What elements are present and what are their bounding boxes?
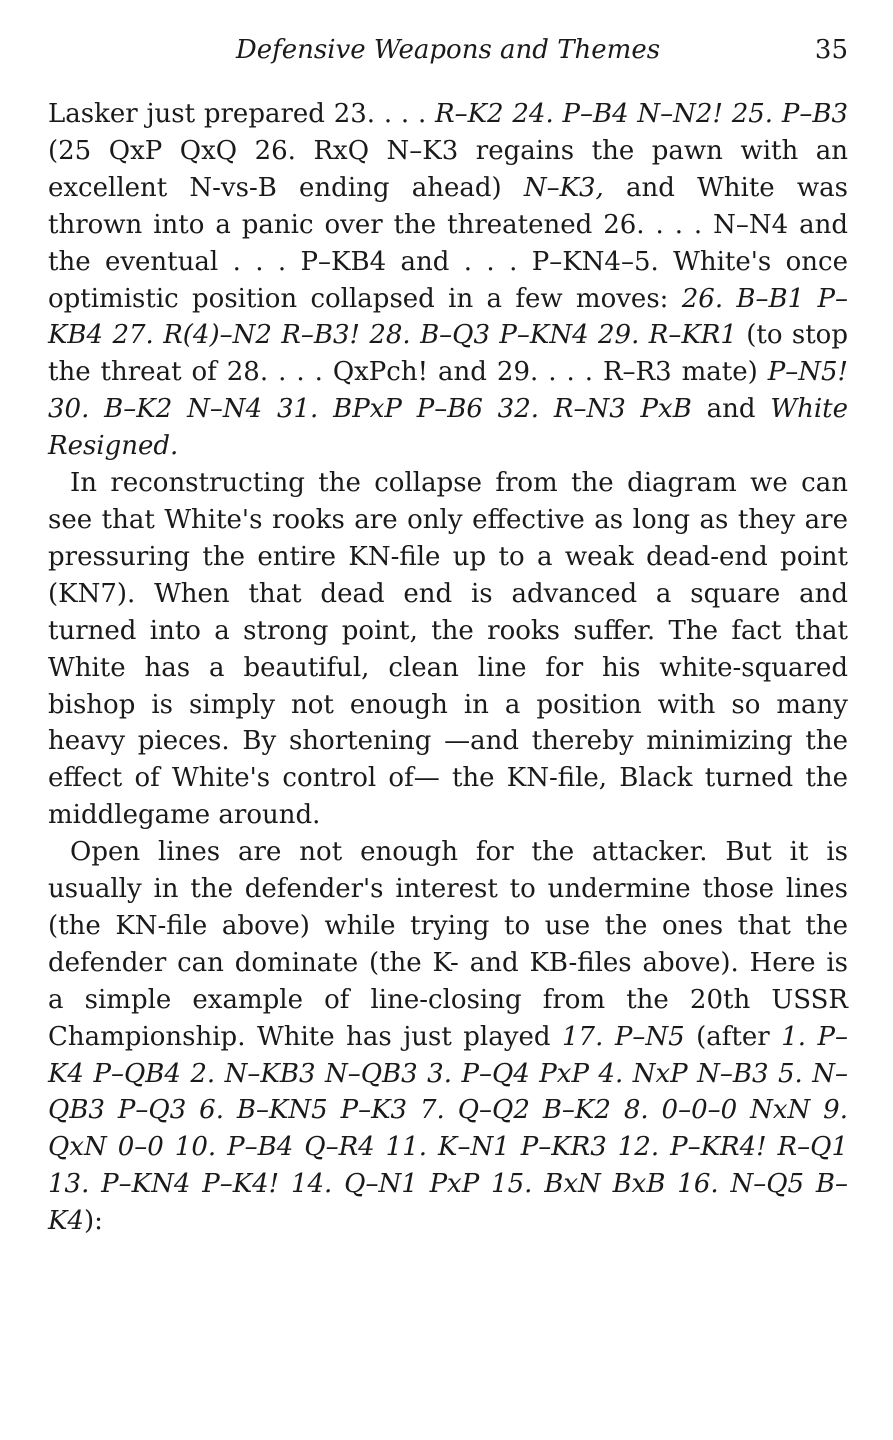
body-text [48,96,848,1240]
paragraph-1 [48,96,848,465]
text-segment-italic: N–K3, [523,172,604,203]
paragraph-3 [48,834,848,1240]
text-segment: and White was thrown into a panic over the threatened 26. . . . N–N4 and the eventual . . . P–KB4 and . . . P–KN4–5. White's once optimistic position collapsed in a few moves: [48,172,848,314]
text-segment-italic: 26. B–B1 P–KB4 27. R(4)–N2 R–B3! 28. B–Q3 P–KN4 29. R–KR1 [48,283,848,351]
text-segment: and [691,394,771,425]
page-number: 35 [814,35,848,65]
text-segment: ): [83,1206,103,1237]
text-segment: (25 QxP QxQ 26. RxQ N–K3 regains the pawn with an excellent N-vs-B ending ahead) [48,135,848,203]
running-head-title: Defensive Weapons and Themes [235,35,661,65]
paragraph-2 [48,465,848,834]
text-segment-italic: 17. P–N5 [561,1021,685,1052]
text-segment-italic: R–K2 24. P–B4 N–N2! 25. P–B3 [435,99,848,129]
text-segment-italic: White Resigned. [48,394,849,462]
text-segment-italic: P–N5! 30. B–K2 N–N4 31. BPxP P–B6 32. R–N3 PxB [48,357,848,425]
text-segment: (to stop the threat of 28. . . . QxPch! and 29. . . . R–R3 mate) [48,320,848,388]
text-segment-italic: 1. P–K4 P–QB4 2. N–KB3 N–QB3 3. P–Q4 PxP 4. NxP N–B3 5. N–QB3 P–Q3 6. B–KN5 P–K3 7. Q–Q2 B–K2 8. 0–0–0 NxN 9. QxN 0–0 10. P–B4 Q–R4 11. K–N1 P–KR3 12. P–KR4! R–Q1 13. P–KN4 P–K4! 14. Q–N1 PxP 15. BxN BxB 16. N–Q5 B–K4 [48,1021,848,1237]
text-segment: Lasker just prepared 23. . . . [48,99,436,129]
text-segment: (after [684,1021,782,1052]
text-segment: Open lines are not enough for the attacker. But it is usually in the defender's interest to undermine those lines (the KN-file above) while trying to use the ones that the defender can dominate (the K- and KB-files above). Here is a simple example of line-closing from the 20th USSR Championship. White has just played [48,837,848,1052]
page-header [48,30,848,70]
text-segment: In reconstructing the collapse from the diagram we can see that White's rooks are only effective as long as they are pressuring the entire KN-file up to a weak dead-end point (KN7). When that dead end is advanced a square and turned into a strong point, the rooks suffer. The fact that White has a beautiful, clean line for his white-squared bishop is simply not enough in a position with so many heavy pieces. By shortening —and thereby minimizing the effect of White's control of— the KN-file, Black turned the middlegame around. [48,468,848,831]
